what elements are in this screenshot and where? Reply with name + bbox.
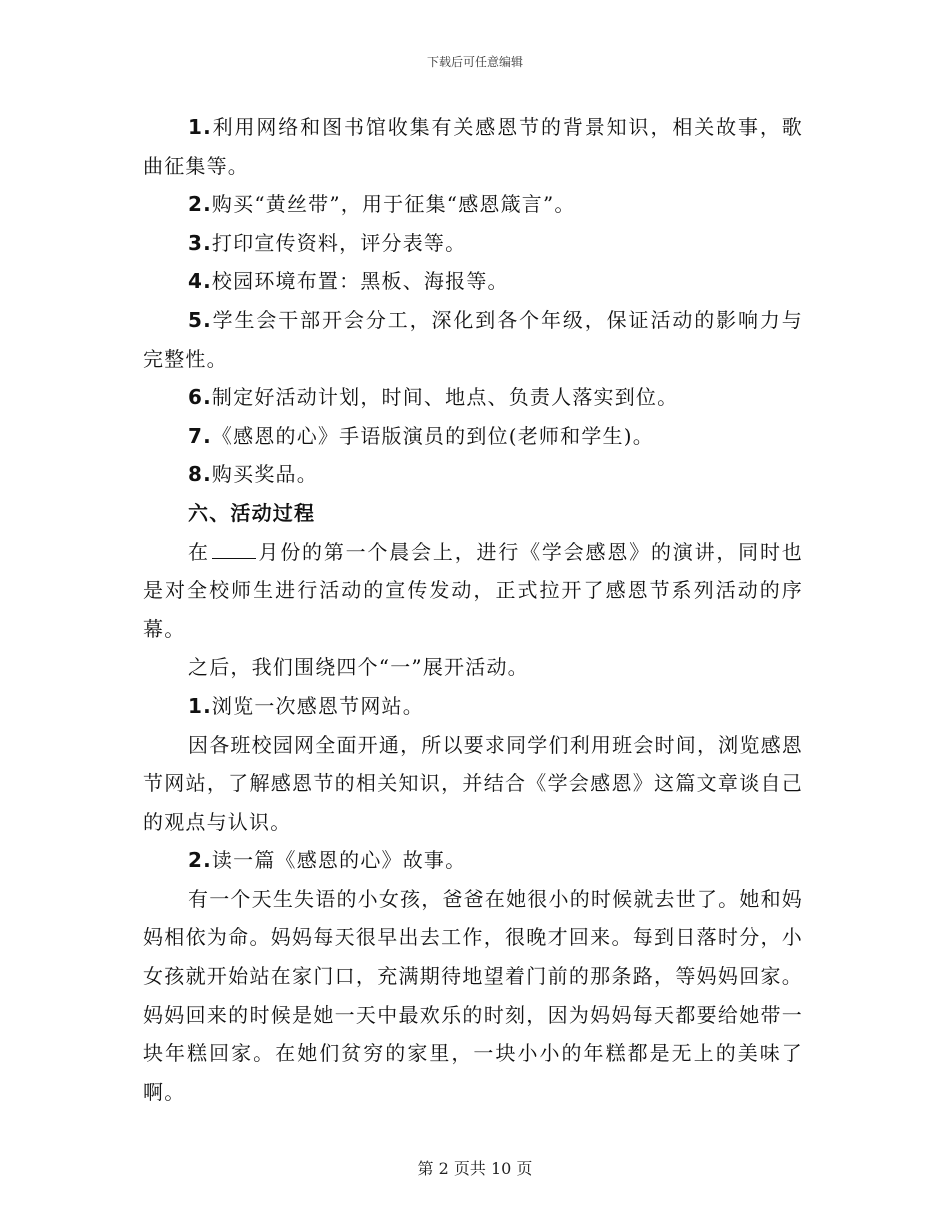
item-text: 学生会干部开会分工，深化到各个年级，保证活动的影响力与完整性。 (143, 307, 803, 371)
activity-title-text: 读一篇《感恩的心》故事。 (211, 848, 467, 873)
prep-item-6 (143, 378, 803, 417)
item-number: 3. (188, 230, 212, 255)
item-text: 制定好活动计划，时间、地点、负责人落实到位。 (211, 385, 679, 410)
document-body (143, 108, 803, 1111)
prep-item-5 (143, 301, 803, 378)
item-number: 5. (188, 307, 212, 332)
prep-item-1 (143, 108, 803, 185)
item-text: 校园环境布置：黑板、海报等。 (211, 269, 509, 294)
activity-1-title (143, 687, 803, 726)
item-number: 1. (188, 693, 212, 718)
item-number: 2. (188, 848, 212, 873)
section-heading: 六、活动过程 (188, 500, 316, 525)
item-number: 2. (188, 192, 212, 217)
prep-item-8 (143, 455, 803, 494)
prep-item-7 (143, 417, 803, 456)
page-footer: 第 2 页共 10 页 (417, 1159, 533, 1178)
fill-in-blank (212, 538, 256, 559)
activity-1-body: 因各班校园网全面开通，所以要求同学们利用班会时间，浏览感恩节网站，了解感恩节的相关知识，并结合《学会感恩》这篇文章谈自己的观点与认识。 (143, 732, 803, 834)
item-text: 《感恩的心》手语版演员的到位(老师和学生)。 (211, 423, 654, 448)
activity-2-body: 有一个天生失语的小女孩，爸爸在她很小的时候就去世了。她和妈妈相依为命。妈妈每天很早出去工作，很晚才回来。每到日落时分，小女孩就开始站在家门口，充满期待地望着门前的那条路，等妈妈回家。妈妈回来的时候是她一天中最欢乐的时刻，因为妈妈每天都要给她带一块年糕回家。在她们贫穷的家里，一块小小的年糕都是无上的美味了啊。 (143, 886, 803, 1104)
item-text: 购买奖品。 (211, 462, 318, 487)
item-number: 4. (188, 269, 212, 294)
activity-2-title (143, 841, 803, 880)
item-number: 1. (188, 115, 212, 139)
intro-after-blank: 月份的第一个晨会上，进行《学会感恩》的演讲，同时也是对全校师生进行活动的宣传发动，正式拉开了感恩节系列活动的序幕。 (143, 539, 804, 641)
prep-item-2 (143, 185, 803, 224)
then-paragraph: 之后，我们围绕四个“一”展开活动。 (188, 655, 529, 680)
item-number: 7. (188, 423, 212, 448)
prep-item-3 (143, 224, 803, 263)
item-text: 打印宣传资料，评分表等。 (211, 230, 467, 255)
item-text: 购买“黄丝带”，用于征集“感恩箴言”。 (211, 192, 576, 217)
item-text: 利用网络和图书馆收集有关感恩节的背景知识，相关故事，歌曲征集等。 (143, 115, 803, 178)
intro-before-blank: 在 (188, 539, 210, 564)
item-number: 6. (188, 385, 212, 410)
item-number: 8. (188, 462, 212, 487)
page-header: 下载后可任意编辑 (426, 55, 523, 69)
prep-item-4 (143, 262, 803, 301)
activity-title-text: 浏览一次感恩节网站。 (211, 693, 424, 718)
intro-paragraph (143, 533, 803, 649)
